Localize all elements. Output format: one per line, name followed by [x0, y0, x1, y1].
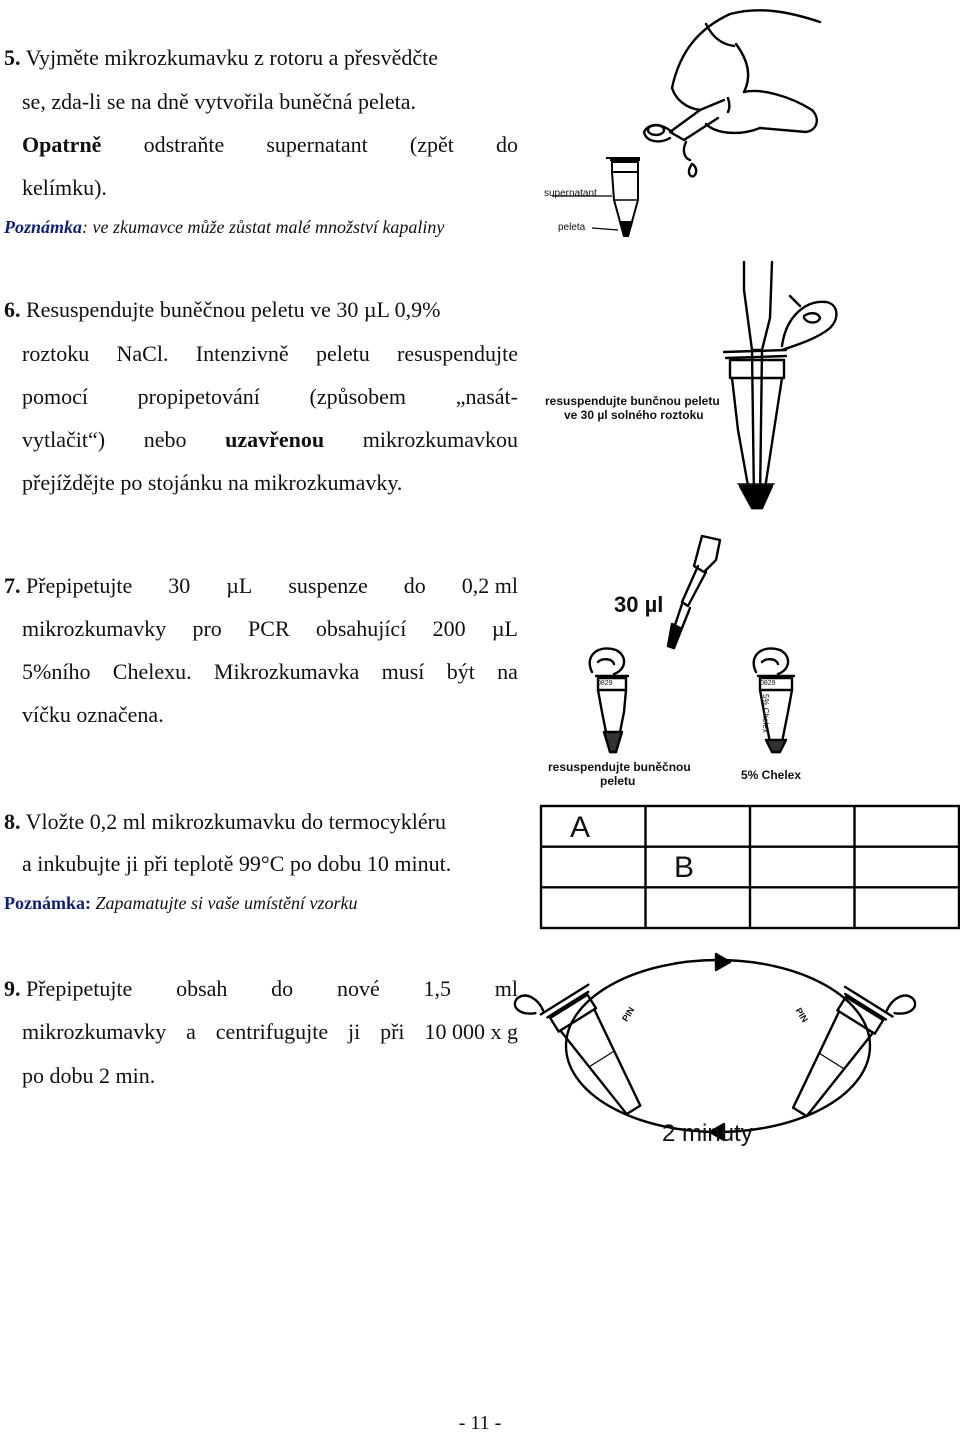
pipette-in-tube-illustration — [724, 262, 836, 508]
label-peleta: peleta — [558, 222, 586, 233]
tube-left-lid-label: 0829 — [597, 680, 613, 687]
cycle-arrow-top-icon — [716, 954, 730, 970]
note-label: Poznámka — [4, 217, 83, 237]
step8-number: 8. — [4, 809, 21, 834]
step9-word: ml — [494, 976, 518, 1001]
step8-text-2: a inkubujte ji při teplotě 99°C po dobu 10 minut. — [22, 851, 452, 876]
step9-word: 1,5 — [423, 976, 451, 1001]
step5-word: supernatant — [266, 132, 368, 157]
step7-word: pro — [192, 616, 222, 641]
page-number: - 11 - — [458, 1412, 502, 1434]
step7-word: 0,2 ml — [461, 573, 518, 598]
step9-word: při — [380, 1019, 405, 1044]
step7-word: na — [497, 659, 518, 684]
step9-word: 10 000 x g — [424, 1019, 518, 1044]
step7-word: obsahující — [315, 616, 407, 641]
note-text: : ve zkumavce může zůstat malé množství kapaliny — [82, 217, 445, 237]
step6-word: Intenzivně — [195, 341, 289, 366]
thermocycler-grid — [541, 806, 959, 928]
step7-word: být — [446, 659, 475, 684]
hand-pouring-illustration — [644, 10, 820, 176]
step7-word: µL — [226, 573, 253, 598]
step5-word: do — [495, 132, 518, 157]
step5-text-4: kelímku). — [22, 175, 107, 200]
label-left-tube-1: resuspendujte buněčnou — [548, 760, 691, 774]
step6-word: mikrozkumavkou — [362, 427, 518, 452]
step7-number: 7. — [4, 573, 21, 598]
label-2-minutes: 2 minuty — [662, 1120, 753, 1147]
step6-word: pomocí — [22, 384, 88, 409]
label-supernatant: supernatant — [544, 188, 597, 199]
step6-word: propipetování — [137, 384, 260, 409]
step9-word: Přepipetujte — [26, 976, 133, 1001]
step9-word: obsah — [176, 976, 228, 1001]
step6-text-5: přejíždějte po stojánku na mikrozkumavky. — [22, 470, 403, 495]
step7-word: 30 — [168, 573, 191, 598]
step5-word: (zpět — [409, 132, 454, 157]
step6-word: peletu — [315, 341, 370, 366]
step5-word: odstraňte — [143, 132, 225, 157]
step9-word: mikrozkumavky — [22, 1019, 167, 1044]
step7-word: µL — [491, 616, 518, 641]
step6-text-1: Resuspendujte buněčnou peletu ve 30 µL 0,9% — [26, 297, 441, 322]
step9-word: a — [186, 1019, 196, 1044]
step7-word: 200 — [432, 616, 466, 641]
step8-text-1: Vložte 0,2 ml mikrozkumavku do termocykléru — [25, 809, 446, 834]
step6-number: 6. — [4, 297, 21, 322]
centrifuge-cycle-illustration — [512, 954, 918, 1140]
tube-right-lid-label: 0829 — [760, 680, 776, 687]
step5-text-2: se, zda-li se na dně vytvořila buněčná peleta. — [22, 89, 417, 114]
step7-word: mikrozkumavky — [22, 616, 167, 641]
step7-text-4: víčku označena. — [22, 702, 164, 727]
grid-cell-A: A — [570, 811, 591, 844]
label-left-tube-2: peletu — [600, 774, 636, 788]
step9-word: centrifugujte — [215, 1019, 329, 1044]
step6-word: nebo — [143, 427, 187, 452]
grid-cell-B: B — [674, 851, 695, 884]
step6-word: „nasát- — [455, 384, 518, 409]
note-text: Zapamatujte si vaše umístění vzorku — [91, 893, 358, 913]
step7-word: Mikrozkumavka — [213, 659, 360, 684]
step7-word: PCR — [248, 616, 290, 641]
label-resuspend-2: ve 30 µl solného roztoku — [564, 408, 704, 422]
label-30ul: 30 µl — [614, 592, 664, 617]
step9-word: ji — [348, 1019, 361, 1044]
step9-word: do — [271, 976, 294, 1001]
step6-bold-closed: uzavřenou — [225, 427, 325, 452]
tube-right-side-label: 5% Chelex — [761, 694, 770, 733]
tube-left-pin-label: PIN — [620, 1005, 637, 1024]
step9-word: nové — [336, 976, 380, 1001]
step9-number: 9. — [4, 976, 21, 1001]
step9-text-3: po dobu 2 min. — [22, 1063, 156, 1088]
label-right-tube: 5% Chelex — [741, 768, 802, 782]
step6-word: (způsobem — [309, 384, 407, 409]
step5-bold-carefully: Opatrně — [22, 132, 102, 157]
step7-word: Přepipetujte — [26, 573, 133, 598]
step6-word: roztoku — [22, 341, 90, 366]
step6-word: vytlačit“) — [22, 427, 106, 452]
step7-word: 5%ního — [22, 659, 91, 684]
step7-word: suspenze — [288, 573, 368, 598]
step6-word: NaCl. — [116, 341, 169, 366]
note-label: Poznámka: — [4, 893, 91, 913]
step5-number: 5. — [4, 45, 21, 70]
label-resuspend-1: resuspendujte bunčnou peletu — [545, 394, 720, 408]
step5-text-1: Vyjměte mikrozkumavku z rotoru a přesvědčte — [25, 45, 438, 70]
step7-word: do — [403, 573, 426, 598]
step7-word: musí — [381, 659, 425, 684]
tube-right-pin-label: PIN — [793, 1006, 810, 1025]
step6-word: resuspendujte — [397, 341, 518, 366]
step7-word: Chelexu. — [112, 659, 192, 684]
